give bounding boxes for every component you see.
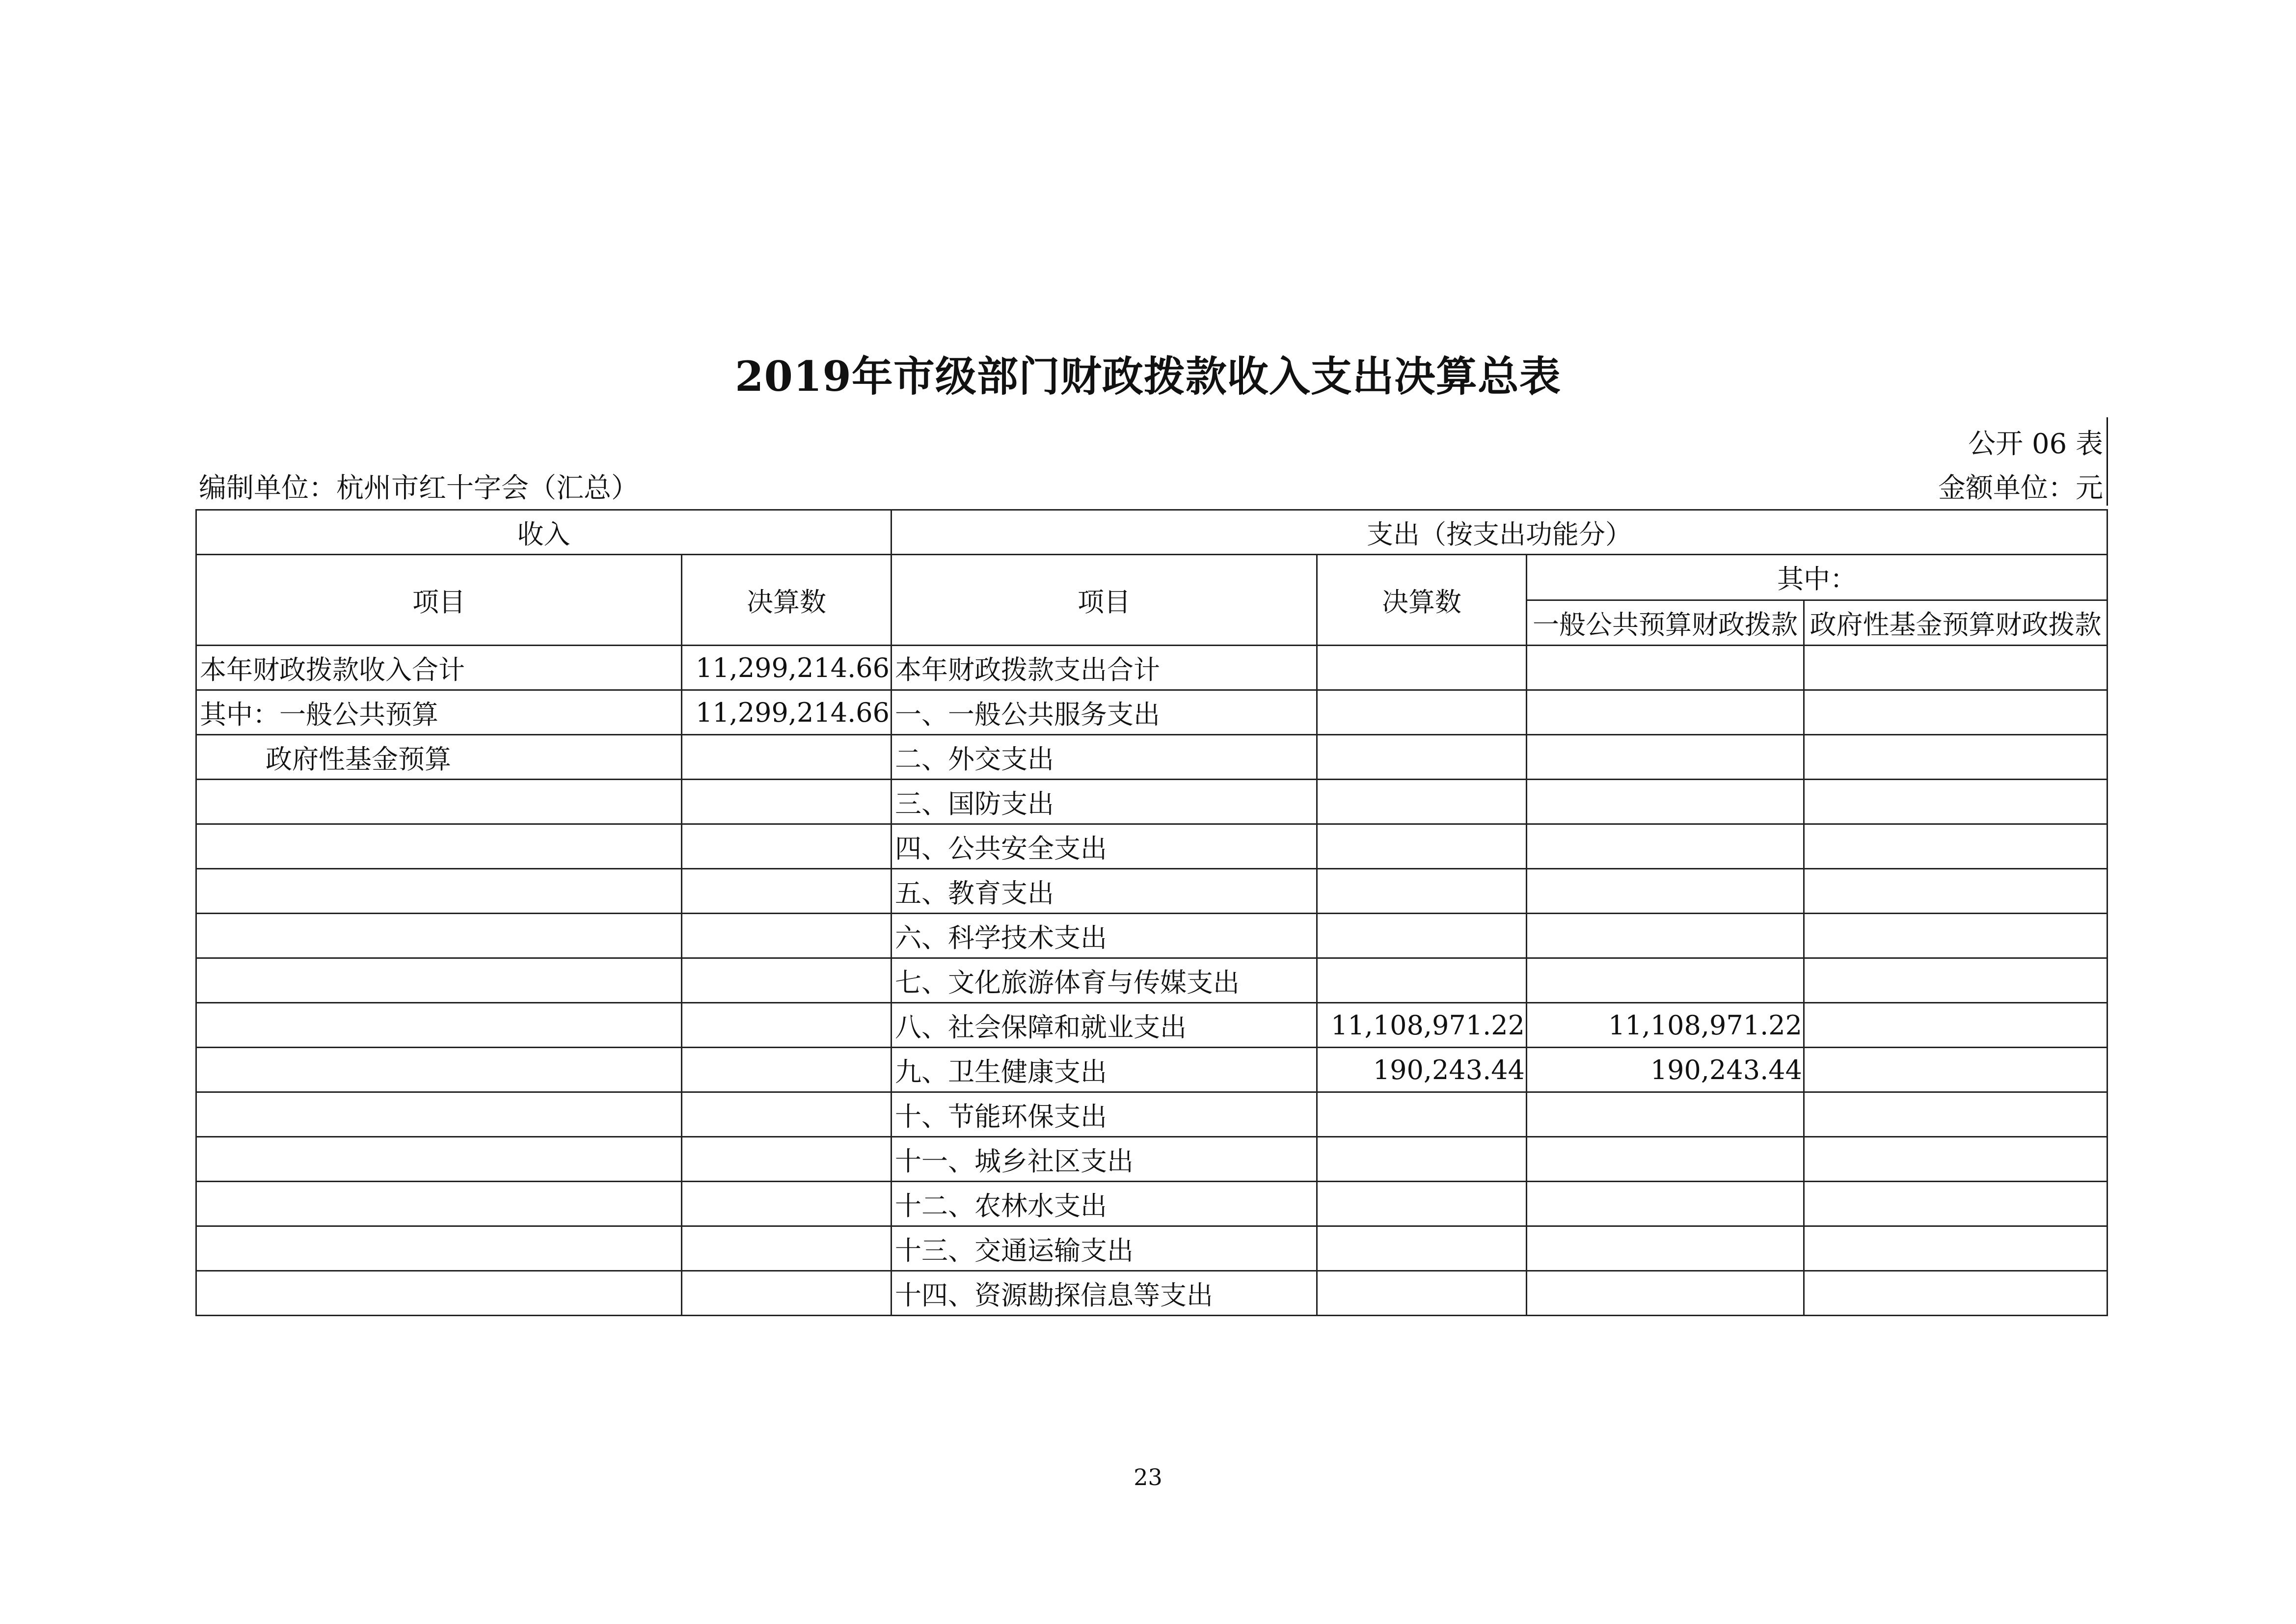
income-item-cell: [196, 1048, 682, 1092]
income-amount-cell: [682, 1271, 891, 1316]
gov-fund-cell: [1804, 690, 2107, 735]
income-amount-cell: 11,299,214.66: [682, 646, 891, 690]
gov-fund-cell: [1804, 1092, 2107, 1137]
income-amount-cell: [682, 958, 891, 1003]
table-row: [196, 646, 2107, 690]
expense-amount-cell: [1317, 1271, 1527, 1316]
compiling-unit: 编制单位：杭州市红十字会（汇总）: [199, 472, 639, 504]
general-budget-cell: [1527, 824, 1804, 869]
income-header: 收入: [196, 510, 891, 555]
income-item-cell: 政府性基金预算: [196, 735, 682, 780]
gov-fund-cell: [1804, 914, 2107, 958]
expense-item-cell: 四、公共安全支出: [891, 824, 1317, 869]
table-row: [196, 1182, 2107, 1226]
income-amount-cell: [682, 1048, 891, 1092]
gov-fund-cell: [1804, 1271, 2107, 1316]
general-budget-cell: [1527, 869, 1804, 914]
expense-item-cell: 二、外交支出: [891, 735, 1317, 780]
expense-item-cell: 十二、农林水支出: [891, 1182, 1317, 1226]
general-budget-header: 一般公共预算财政拨款: [1527, 600, 1804, 646]
general-budget-cell: [1527, 646, 1804, 690]
expense-amount-cell: [1317, 869, 1527, 914]
income-amount-cell: [682, 735, 891, 780]
income-amount-cell: [682, 780, 891, 824]
income-amount-cell: [682, 914, 891, 958]
gov-fund-cell: [1804, 958, 2107, 1003]
general-budget-cell: 190,243.44: [1527, 1048, 1804, 1092]
income-item-cell: [196, 1182, 682, 1226]
income-amount-cell: [682, 1182, 891, 1226]
table-row: [196, 1048, 2107, 1092]
general-budget-cell: [1527, 1271, 1804, 1316]
income-item-cell: 其中：一般公共预算: [196, 690, 682, 735]
expense-item-header: 项目: [891, 555, 1317, 646]
form-number: 公开 06 表: [1968, 428, 2103, 460]
table-row: [196, 914, 2107, 958]
expense-amount-cell: [1317, 646, 1527, 690]
page-number: 23: [1134, 1464, 1162, 1490]
income-amount-cell: [682, 824, 891, 869]
gov-fund-cell: [1804, 1226, 2107, 1271]
income-item-header: 项目: [196, 555, 682, 646]
expense-item-cell: 八、社会保障和就业支出: [891, 1003, 1317, 1048]
income-amount-cell: 11,299,214.66: [682, 690, 891, 735]
budget-table: [195, 509, 2108, 1316]
expense-item-cell: 七、文化旅游体育与传媒支出: [891, 958, 1317, 1003]
general-budget-cell: 11,108,971.22: [1527, 1003, 1804, 1048]
general-budget-cell: [1527, 780, 1804, 824]
table-row: [196, 958, 2107, 1003]
income-item-cell: [196, 824, 682, 869]
expense-amount-cell: 190,243.44: [1317, 1048, 1527, 1092]
table-row: [196, 1003, 2107, 1048]
expense-amount-cell: [1317, 690, 1527, 735]
expense-amount-cell: [1317, 1226, 1527, 1271]
expense-amount-cell: [1317, 1182, 1527, 1226]
general-budget-cell: [1527, 690, 1804, 735]
income-item-cell: [196, 1092, 682, 1137]
expense-item-cell: 十一、城乡社区支出: [891, 1137, 1317, 1182]
expense-item-cell: 十四、资源勘探信息等支出: [891, 1271, 1317, 1316]
gov-fund-cell: [1804, 1137, 2107, 1182]
currency-unit: 金额单位：元: [1938, 472, 2103, 504]
expense-amount-cell: [1317, 914, 1527, 958]
expense-item-cell: 一、一般公共服务支出: [891, 690, 1317, 735]
table-row: [196, 735, 2107, 780]
table-row: [196, 1271, 2107, 1316]
expense-item-cell: 十、节能环保支出: [891, 1092, 1317, 1137]
general-budget-cell: [1527, 1092, 1804, 1137]
table-row: [196, 1226, 2107, 1271]
expense-item-cell: 本年财政拨款支出合计: [891, 646, 1317, 690]
income-item-cell: [196, 1226, 682, 1271]
expense-amount-cell: [1317, 780, 1527, 824]
expense-amount-cell: 11,108,971.22: [1317, 1003, 1527, 1048]
income-amount-cell: [682, 1137, 891, 1182]
of-which-header: 其中：: [1527, 555, 2107, 600]
gov-fund-header: 政府性基金预算财政拨款: [1804, 600, 2107, 646]
expense-amount-cell: [1317, 1137, 1527, 1182]
expense-item-cell: 十三、交通运输支出: [891, 1226, 1317, 1271]
income-amount-cell: [682, 869, 891, 914]
general-budget-cell: [1527, 735, 1804, 780]
table-row: [196, 869, 2107, 914]
general-budget-cell: [1527, 958, 1804, 1003]
gov-fund-cell: [1804, 824, 2107, 869]
expense-item-cell: 五、教育支出: [891, 869, 1317, 914]
gov-fund-cell: [1804, 1048, 2107, 1092]
gov-fund-cell: [1804, 780, 2107, 824]
income-item-cell: [196, 780, 682, 824]
gov-fund-cell: [1804, 869, 2107, 914]
income-amount-cell: [682, 1003, 891, 1048]
gov-fund-cell: [1804, 735, 2107, 780]
table-row: [196, 690, 2107, 735]
income-item-cell: [196, 958, 682, 1003]
gov-fund-cell: [1804, 1182, 2107, 1226]
expense-amount-cell: [1317, 1092, 1527, 1137]
table-row: [196, 1137, 2107, 1182]
general-budget-cell: [1527, 1226, 1804, 1271]
income-item-cell: 本年财政拨款收入合计: [196, 646, 682, 690]
income-item-cell: [196, 1137, 682, 1182]
general-budget-cell: [1527, 1137, 1804, 1182]
margin-rule: [2107, 417, 2108, 506]
income-item-cell: [196, 914, 682, 958]
general-budget-cell: [1527, 1182, 1804, 1226]
expense-item-cell: 三、国防支出: [891, 780, 1317, 824]
expense-amount-header: 决算数: [1317, 555, 1527, 646]
expense-amount-cell: [1317, 958, 1527, 1003]
income-item-cell: [196, 869, 682, 914]
page-title: 2019年市级部门财政拨款收入支出决算总表: [735, 352, 1561, 401]
table-row: [196, 824, 2107, 869]
income-item-cell: [196, 1003, 682, 1048]
income-amount-header: 决算数: [682, 555, 891, 646]
income-amount-cell: [682, 1092, 891, 1137]
income-item-cell: [196, 1271, 682, 1316]
table-row: [196, 1092, 2107, 1137]
expense-amount-cell: [1317, 824, 1527, 869]
expense-item-cell: 六、科学技术支出: [891, 914, 1317, 958]
expense-header: 支出（按支出功能分）: [891, 510, 2107, 555]
income-amount-cell: [682, 1226, 891, 1271]
table-row: [196, 780, 2107, 824]
expense-amount-cell: [1317, 735, 1527, 780]
general-budget-cell: [1527, 914, 1804, 958]
expense-item-cell: 九、卫生健康支出: [891, 1048, 1317, 1092]
gov-fund-cell: [1804, 1003, 2107, 1048]
gov-fund-cell: [1804, 646, 2107, 690]
